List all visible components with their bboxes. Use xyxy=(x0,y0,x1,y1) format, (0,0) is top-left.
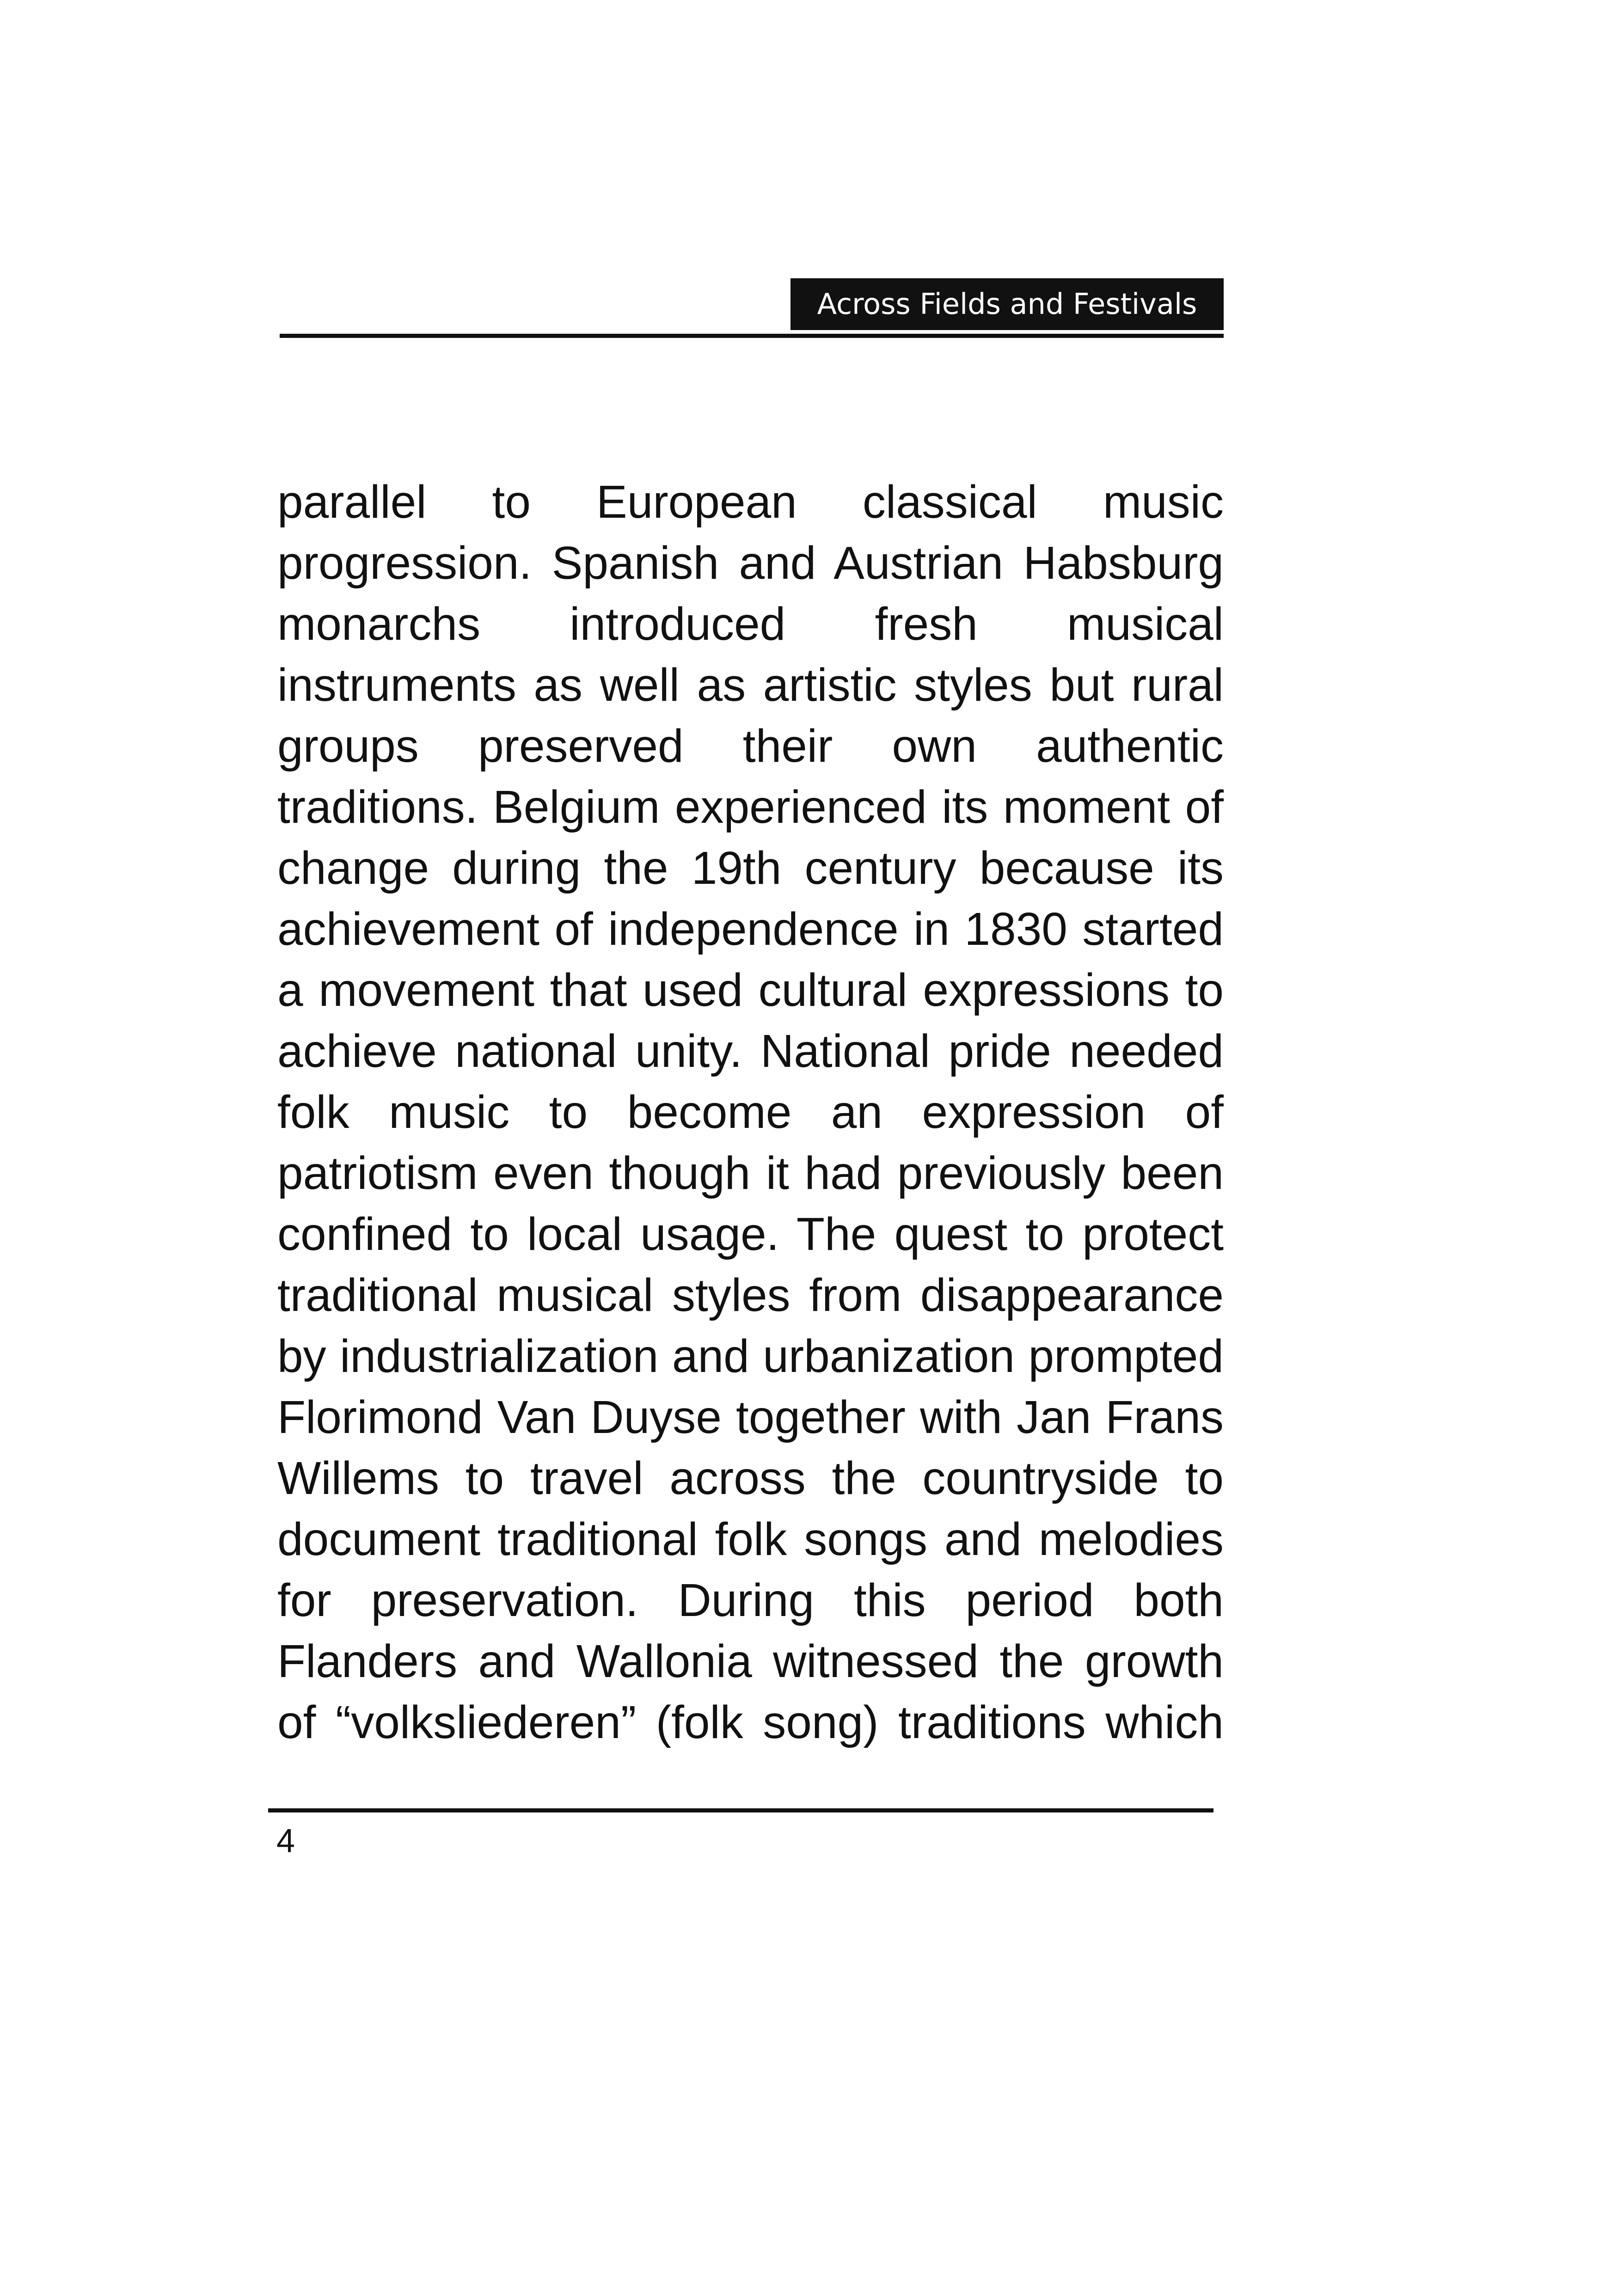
text-line: for preservation. During this period both xyxy=(277,1574,1224,1626)
text-line: traditional musical styles from disappearance xyxy=(277,1269,1224,1321)
footer-rule xyxy=(268,1808,1214,1812)
text-line: a movement that used cultural expressions to xyxy=(277,964,1224,1016)
text-line: by industrialization and urbanization prompted xyxy=(277,1330,1224,1382)
text-line: monarchs introduced fresh musical xyxy=(277,598,1224,650)
text-line: traditions. Belgium experienced its moment of xyxy=(277,781,1224,833)
text-line: achieve national unity. National pride needed xyxy=(277,1025,1224,1077)
text-line: confined to local usage. The quest to protect xyxy=(277,1208,1224,1260)
text-line: groups preserved their own authentic xyxy=(277,720,1224,772)
text-line: patriotism even though it had previously been xyxy=(277,1147,1224,1199)
header-rule xyxy=(280,334,1224,338)
text-line: parallel to European classical music xyxy=(277,476,1224,528)
text-line: progression. Spanish and Austrian Habsburg xyxy=(277,537,1224,589)
text-line: instruments as well as artistic styles but rural xyxy=(277,659,1224,711)
text-line: Florimond Van Duyse together with Jan Frans xyxy=(277,1391,1224,1443)
text-line: folk music to become an expression of xyxy=(277,1086,1224,1138)
text-line: change during the 19th century because its xyxy=(277,842,1224,894)
page-number: 4 xyxy=(276,1823,295,1860)
text-line: Flanders and Wallonia witnessed the growth xyxy=(277,1635,1224,1687)
text-line: of “volksliederen” (folk song) traditions which xyxy=(277,1696,1224,1748)
body-text xyxy=(277,471,1224,1753)
text-line: achievement of independence in 1830 started xyxy=(277,903,1224,955)
text-line: Willems to travel across the countryside to xyxy=(277,1452,1224,1504)
running-header: Across Fields and Festivals xyxy=(791,278,1224,330)
text-line: document traditional folk songs and melodies xyxy=(277,1513,1224,1565)
